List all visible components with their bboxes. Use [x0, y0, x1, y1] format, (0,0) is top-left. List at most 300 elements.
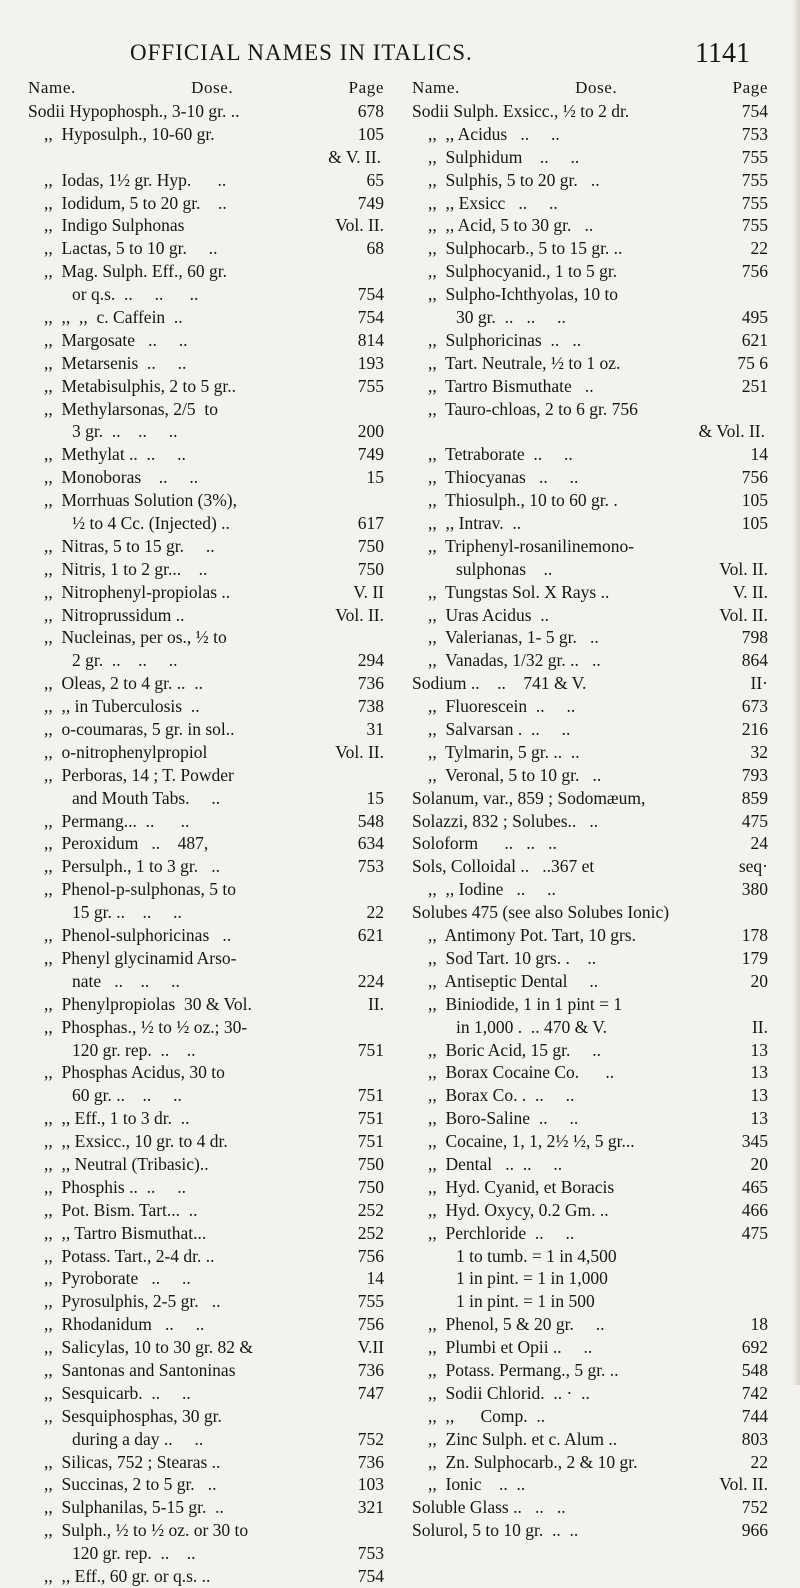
right-column — [412, 78, 768, 1542]
entry-page: 756 — [357, 1245, 384, 1266]
entry-page: 32 — [750, 741, 768, 762]
entry-text: 120 gr. rep. .. .. — [72, 1543, 196, 1564]
entry-page: 738 — [357, 696, 384, 717]
entry-page: seq· — [738, 856, 768, 877]
index-entry — [28, 146, 384, 169]
index-entry — [28, 970, 384, 993]
entry-page: Vol. II. — [719, 604, 768, 625]
entry-page: 754 — [357, 1565, 384, 1586]
index-entry — [412, 237, 768, 260]
entry-text: ,, Sesquiphosphas, 30 gr. — [44, 1405, 222, 1426]
entry-text: ,, ,, Eff., 1 to 3 dr. .. — [44, 1108, 190, 1129]
entry-text: ,, Santonas and Santoninas — [44, 1359, 236, 1380]
entry-text: ,, Lactas, 5 to 10 gr. .. — [44, 238, 218, 259]
index-entry — [412, 1245, 768, 1268]
entry-text: during a day .. .. — [72, 1428, 204, 1449]
entry-text: ,, Phenol-sulphoricinas .. — [44, 925, 232, 946]
index-entry — [28, 1039, 384, 1062]
index-entry — [412, 192, 768, 215]
entry-text: ,, Sulphis, 5 to 20 gr. .. — [428, 169, 600, 190]
entry-page: 736 — [357, 673, 384, 694]
entry-text: ,, Dental .. .. .. — [428, 1153, 563, 1174]
index-entry — [412, 398, 768, 421]
entry-text: 15 gr. .. .. .. — [72, 902, 182, 923]
entry-text: ,, Uras Acidus .. — [428, 604, 550, 625]
index-entry — [412, 626, 768, 649]
entry-text: ,, Indigo Sulphonas — [44, 215, 185, 236]
index-entry — [412, 375, 768, 398]
entry-page: 859 — [741, 787, 768, 808]
entry-text: ,, Plumbi et Opii .. .. — [428, 1337, 593, 1358]
entry-page: 321 — [357, 1497, 384, 1518]
entry-text: ,, Fluorescein .. .. — [428, 696, 576, 717]
entry-page: 24 — [750, 833, 768, 854]
entry-page: 749 — [357, 192, 384, 213]
index-entry — [412, 1496, 768, 1519]
index-entry — [412, 443, 768, 466]
index-entry — [28, 1313, 384, 1336]
entry-text: ,, Pyroborate .. .. — [44, 1268, 191, 1289]
index-entry — [28, 604, 384, 627]
index-entry — [28, 443, 384, 466]
entry-text: ,, Persulph., 1 to 3 gr. .. — [44, 856, 220, 877]
entry-text: ,, ,, Iodine .. .. — [428, 879, 556, 900]
index-entry — [412, 1039, 768, 1062]
column-header-name: Name. — [412, 78, 460, 97]
entry-page: 753 — [357, 856, 384, 877]
entry-page: 754 — [357, 307, 384, 327]
entry-text: ,, ,, Tartro Bismuthat... — [44, 1222, 207, 1243]
entry-text: 30 gr. .. .. .. — [456, 307, 566, 327]
index-entry — [412, 489, 768, 512]
entry-text: ,, ,, Exsicc., 10 gr. to 4 dr. — [44, 1131, 228, 1152]
entry-text: Solazzi, 832 ; Solubes.. .. — [412, 810, 599, 831]
entry-page: 754 — [357, 284, 384, 305]
entry-page: 13 — [750, 1039, 768, 1060]
index-entry — [28, 352, 384, 375]
column-header — [412, 78, 768, 98]
entry-text: ,, Perchloride .. .. — [428, 1222, 575, 1243]
entry-page: V. II — [353, 581, 384, 602]
index-entry — [28, 947, 384, 970]
index-entry — [28, 649, 384, 672]
entry-page: 814 — [357, 329, 384, 350]
entry-text: ,, ,, ,, c. Caffein .. — [44, 307, 183, 327]
entry-page: 752 — [741, 1497, 768, 1518]
entry-text: ,, Ionic .. .. — [428, 1474, 526, 1495]
entry-page: Vol. II. — [719, 1474, 768, 1495]
entry-text: ,, Boro-Saline .. .. — [428, 1108, 579, 1129]
index-entry — [28, 100, 384, 123]
index-entry — [28, 1245, 384, 1268]
index-entry — [412, 283, 768, 306]
index-entry — [412, 878, 768, 901]
entry-text: 3 gr. .. .. .. — [72, 421, 178, 442]
entry-text: ,, Morrhuas Solution (3%), — [44, 490, 237, 511]
entry-text: ,, Phosphis .. .. .. — [44, 1176, 186, 1197]
running-title: OFFICIAL NAMES IN ITALICS. — [130, 40, 473, 65]
entry-text: or q.s. .. .. .. — [72, 284, 199, 305]
entry-text: Sodium .. .. 741 & V. — [412, 673, 587, 694]
entry-text: ,, Salvarsan . .. .. — [428, 719, 571, 740]
entry-page: 475 — [741, 810, 768, 831]
index-entry — [28, 306, 384, 329]
entry-page: 105 — [741, 513, 768, 534]
entry-text: Soluble Glass .. .. .. — [412, 1497, 566, 1518]
entry-page: Vol. II. — [335, 604, 384, 625]
index-entry — [412, 1382, 768, 1405]
index-entry — [28, 283, 384, 306]
entry-text: ½ to 4 Cc. (Injected) .. — [72, 513, 230, 534]
entry-page: 13 — [750, 1062, 768, 1083]
entry-text: Solanum, var., 859 ; Sodomæum, — [412, 787, 646, 808]
entry-page: 252 — [357, 1222, 384, 1243]
entry-page: 22 — [750, 1451, 768, 1472]
index-entry — [28, 1222, 384, 1245]
entry-page: 692 — [741, 1337, 768, 1358]
index-entry — [28, 260, 384, 283]
entry-text: ,, Sulphocarb., 5 to 15 gr. .. — [428, 238, 623, 259]
entry-page: 345 — [741, 1131, 768, 1152]
index-entry — [28, 558, 384, 581]
entry-page: Vol. II. — [335, 215, 384, 236]
index-entry — [412, 1176, 768, 1199]
entry-page: 742 — [741, 1382, 768, 1403]
entry-page: 18 — [750, 1314, 768, 1335]
entry-page: Vol. II. — [335, 741, 384, 762]
entry-page: 753 — [741, 123, 768, 144]
index-entry — [28, 1428, 384, 1451]
entry-page: 755 — [741, 146, 768, 167]
entry-text: ,, Antiseptic Dental .. — [428, 970, 599, 991]
entry-page: 736 — [357, 1359, 384, 1380]
entry-page: II. — [367, 993, 384, 1014]
entry-text: ,, Sulphocyanid., 1 to 5 gr. — [428, 261, 618, 282]
entry-text: ,, o-nitrophenylpropiol — [44, 741, 208, 762]
entry-text: ,, Phosphas., ½ to ½ oz.; 30- — [44, 1016, 248, 1037]
entry-page: 756 — [741, 467, 768, 488]
entry-text: ,, Zinc Sulph. et c. Alum .. — [428, 1428, 618, 1449]
entry-text: ,, Sod Tart. 10 grs. . .. — [428, 947, 597, 968]
entry-text: ,, Nitris, 1 to 2 gr... .. — [44, 558, 208, 579]
index-entry — [28, 1016, 384, 1039]
entry-text: ,, Phenyl glycinamid Arso- — [44, 947, 237, 968]
entry-text: ,, Nitrophenyl-propiolas .. — [44, 581, 231, 602]
entry-page: 15 — [366, 467, 384, 488]
entry-text: in 1,000 . .. 470 & V. — [456, 1016, 608, 1037]
entry-page: 15 — [366, 787, 384, 808]
index-entry — [28, 787, 384, 810]
index-entry — [412, 466, 768, 489]
index-entry — [412, 764, 768, 787]
index-entry — [28, 1107, 384, 1130]
index-entry — [28, 123, 384, 146]
entry-text: ,, Salicylas, 10 to 30 gr. 82 & — [44, 1337, 254, 1358]
entry-page: 380 — [741, 879, 768, 900]
entry-page: 68 — [366, 238, 384, 259]
entry-page: V. II. — [732, 581, 768, 602]
index-entry — [412, 855, 768, 878]
entry-page: 22 — [366, 902, 384, 923]
index-entry — [28, 901, 384, 924]
entry-page: 294 — [357, 650, 384, 671]
index-entry — [28, 993, 384, 1016]
entry-page: 793 — [741, 764, 768, 785]
column-header-page: Page — [348, 78, 384, 97]
entry-text: ,, Tylmarin, 5 gr. .. .. — [428, 741, 580, 762]
entry-text: ,, Methylarsonas, 2/5 to — [44, 398, 219, 419]
entry-page: 105 — [357, 123, 384, 144]
entry-text: ,, Succinas, 2 to 5 gr. .. — [44, 1474, 217, 1495]
entry-text: ,, Triphenyl-rosanilinemono- — [428, 535, 635, 556]
entry-text: 1 to tumb. = 1 in 4,500 — [456, 1245, 617, 1266]
entry-page: 252 — [357, 1199, 384, 1220]
index-entry — [412, 1405, 768, 1428]
index-entry — [28, 237, 384, 260]
entry-page: 65 — [366, 169, 384, 190]
entry-page: 755 — [741, 192, 768, 213]
entry-text: & Vol. II. — [698, 421, 765, 442]
index-entry — [412, 1428, 768, 1451]
entry-page: 22 — [750, 238, 768, 259]
index-entry — [28, 1153, 384, 1176]
entry-text: ,, Mag. Sulph. Eff., 60 gr. — [44, 261, 227, 282]
index-entry — [412, 1473, 768, 1496]
entry-page: 13 — [750, 1108, 768, 1129]
index-entry — [28, 214, 384, 237]
index-entry — [28, 420, 384, 443]
entry-page: 744 — [741, 1405, 768, 1426]
index-entry — [412, 558, 768, 581]
index-entry — [28, 878, 384, 901]
entry-text: ,, Permang... .. .. — [44, 810, 190, 831]
index-entry — [28, 1473, 384, 1496]
entry-text: ,, Margosate .. .. — [44, 329, 188, 350]
index-entry — [412, 1290, 768, 1313]
entry-text: ,, Metabisulphis, 2 to 5 gr.. — [44, 375, 237, 396]
entry-page: 14 — [366, 1268, 384, 1289]
entry-text: ,, Thiosulph., 10 to 60 gr. . — [428, 490, 618, 511]
index-entry — [28, 741, 384, 764]
entry-page: 548 — [741, 1359, 768, 1380]
index-entry — [28, 1336, 384, 1359]
index-entry — [412, 810, 768, 833]
index-entry — [28, 375, 384, 398]
index-entry — [28, 398, 384, 421]
entry-text: ,, Sulpho-Ichthyolas, 10 to — [428, 284, 619, 305]
entry-text: ,, Methylat .. .. .. — [44, 444, 186, 465]
index-entry — [412, 993, 768, 1016]
entry-page: 621 — [357, 925, 384, 946]
entry-text: ,, Vanadas, 1/32 gr. .. .. — [428, 650, 601, 671]
entry-text: ,, Phenol-p-sulphonas, 5 to — [44, 879, 237, 900]
entry-text: ,, Pot. Bism. Tart... .. — [44, 1199, 198, 1220]
entry-page: 755 — [741, 169, 768, 190]
index-entry — [412, 169, 768, 192]
column-header-dose: Dose. — [191, 78, 234, 97]
entry-text: ,, Monoboras .. .. — [44, 467, 199, 488]
entry-page: V.II — [357, 1337, 384, 1358]
entry-text: ,, Biniodide, 1 in 1 pint = 1 — [428, 993, 623, 1014]
index-entry — [412, 947, 768, 970]
entry-page: 750 — [357, 1153, 384, 1174]
entry-page: 621 — [741, 329, 768, 350]
entry-text: ,, Tart. Neutrale, ½ to 1 oz. — [428, 352, 621, 373]
entry-page: 751 — [357, 1039, 384, 1060]
entry-text: nate .. .. .. — [72, 970, 180, 991]
entry-page: 20 — [750, 1153, 768, 1174]
entry-page: 747 — [357, 1382, 384, 1403]
column-header-dose: Dose. — [575, 78, 618, 97]
entry-text: ,, Thiocyanas .. .. — [428, 467, 579, 488]
entry-text: ,, Tetraborate .. .. — [428, 444, 573, 465]
entry-text: ,, Metarsenis .. .. — [44, 352, 187, 373]
entry-page: 224 — [357, 970, 384, 991]
entry-page: 751 — [357, 1085, 384, 1106]
index-entry — [28, 1519, 384, 1542]
entry-text: ,, ,, Eff., 60 gr. or q.s. .. — [44, 1565, 211, 1586]
entry-page: II. — [751, 1016, 768, 1037]
entry-page: 193 — [357, 352, 384, 373]
entry-text: ,, Phenylpropiolas 30 & Vol. — [44, 993, 252, 1014]
index-entry — [28, 1496, 384, 1519]
entry-page: 678 — [357, 100, 384, 121]
entry-page: 251 — [741, 375, 768, 396]
entry-text: ,, Sesquicarb. .. .. — [44, 1382, 191, 1403]
index-entry — [28, 535, 384, 558]
entry-text: ,, Tungstas Sol. X Rays .. — [428, 581, 610, 602]
entry-page: 216 — [741, 719, 768, 740]
index-entry — [412, 924, 768, 947]
index-entry — [28, 581, 384, 604]
entry-page: 756 — [357, 1314, 384, 1335]
entry-text: Sols, Colloidal .. ..367 et — [412, 856, 595, 877]
index-entry — [412, 329, 768, 352]
entry-page: 754 — [741, 100, 768, 121]
entry-page: 617 — [357, 513, 384, 534]
entry-page: 798 — [741, 627, 768, 648]
entry-text: ,, Nitroprussidum .. — [44, 604, 185, 625]
index-entry — [412, 1313, 768, 1336]
index-entry — [412, 695, 768, 718]
entry-text: ,, Hyd. Cyanid, et Boracis — [428, 1176, 615, 1197]
index-entry — [412, 1267, 768, 1290]
index-entry — [412, 1222, 768, 1245]
index-entry — [28, 810, 384, 833]
index-entry — [28, 924, 384, 947]
index-entry — [412, 512, 768, 535]
index-entry — [412, 1153, 768, 1176]
entry-page: 750 — [357, 535, 384, 556]
index-entry — [412, 1084, 768, 1107]
entry-page: 200 — [357, 421, 384, 442]
entry-page: 475 — [741, 1222, 768, 1243]
index-entry — [28, 626, 384, 649]
entry-text: ,, Nucleinas, per os., ½ to — [44, 627, 227, 648]
entry-text: ,, Cocaine, 1, 1, 2½ ½, 5 gr... — [428, 1131, 635, 1152]
index-entry — [412, 214, 768, 237]
entry-page: 634 — [357, 833, 384, 854]
entry-text: 1 in pint. = 1 in 500 — [456, 1291, 595, 1312]
entry-page: 179 — [741, 947, 768, 968]
entry-text: Solubes 475 (see also Solubes Ionic) — [412, 902, 670, 923]
entry-page: 178 — [741, 925, 768, 946]
index-entry — [28, 695, 384, 718]
entry-text: ,, Antimony Pot. Tart, 10 grs. — [428, 925, 636, 946]
index-entry — [412, 970, 768, 993]
entry-text: ,, Zn. Sulphocarb., 2 & 10 gr. — [428, 1451, 638, 1472]
entry-text: ,, Silicas, 752 ; Stearas .. — [44, 1451, 221, 1472]
entry-text: ,, Tartro Bismuthate .. — [428, 375, 594, 396]
entry-page: 755 — [741, 215, 768, 236]
index-entry — [412, 146, 768, 169]
entry-page: 756 — [741, 261, 768, 282]
index-entry — [412, 649, 768, 672]
entry-text: ,, ,, Intrav. .. — [428, 513, 522, 534]
index-entry — [28, 833, 384, 856]
entry-page: 105 — [741, 490, 768, 511]
index-entry — [28, 169, 384, 192]
index-entry — [28, 1542, 384, 1565]
entry-page: 103 — [357, 1474, 384, 1495]
index-entry — [28, 1199, 384, 1222]
entry-text: ,, Potass. Tart., 2-4 dr. .. — [44, 1245, 215, 1266]
entry-page: 755 — [357, 1291, 384, 1312]
index-entry — [412, 535, 768, 558]
right-entry-list — [412, 100, 768, 1542]
entry-text: ,, Nitras, 5 to 15 gr. .. — [44, 535, 215, 556]
entry-text: ,, Sulphoricinas .. .. — [428, 329, 582, 350]
index-entry — [28, 1451, 384, 1474]
entry-text: ,, Hyd. Oxycy, 0.2 Gm. .. — [428, 1199, 609, 1220]
index-entry — [412, 901, 768, 924]
index-entry — [28, 1405, 384, 1428]
index-entry — [28, 466, 384, 489]
index-entry — [28, 1084, 384, 1107]
entry-page: 751 — [357, 1131, 384, 1152]
entry-text: 60 gr. .. .. .. — [72, 1085, 182, 1106]
entry-text: Sodii Sulph. Exsicc., ½ to 2 dr. — [412, 100, 630, 121]
index-entry — [412, 352, 768, 375]
entry-text: Soloform .. .. .. — [412, 833, 557, 854]
entry-text: ,, Phosphas Acidus, 30 to — [44, 1062, 225, 1083]
index-entry — [412, 787, 768, 810]
index-entry — [412, 1336, 768, 1359]
entry-page: 466 — [741, 1199, 768, 1220]
entry-page: 751 — [357, 1108, 384, 1129]
entry-page: Vol. II. — [719, 558, 768, 579]
index-entry — [28, 1267, 384, 1290]
index-entry — [412, 1451, 768, 1474]
entry-page: 864 — [741, 650, 768, 671]
index-entry — [412, 123, 768, 146]
page-header — [40, 40, 750, 80]
index-entry — [412, 1061, 768, 1084]
index-entry — [412, 581, 768, 604]
index-entry — [412, 1519, 768, 1542]
entry-text: ,, ,, in Tuberculosis .. — [44, 696, 200, 717]
entry-page: 13 — [750, 1085, 768, 1106]
entry-page: 20 — [750, 970, 768, 991]
entry-page: 548 — [357, 810, 384, 831]
index-entry — [412, 833, 768, 856]
entry-text: ,, Peroxidum .. 487, — [44, 833, 209, 854]
entry-text: 120 gr. rep. .. .. — [72, 1039, 196, 1060]
index-entry — [412, 1130, 768, 1153]
page-edge-shadow — [792, 0, 800, 1385]
entry-page: 749 — [357, 444, 384, 465]
entry-text: ,, Borax Cocaine Co. .. — [428, 1062, 615, 1083]
